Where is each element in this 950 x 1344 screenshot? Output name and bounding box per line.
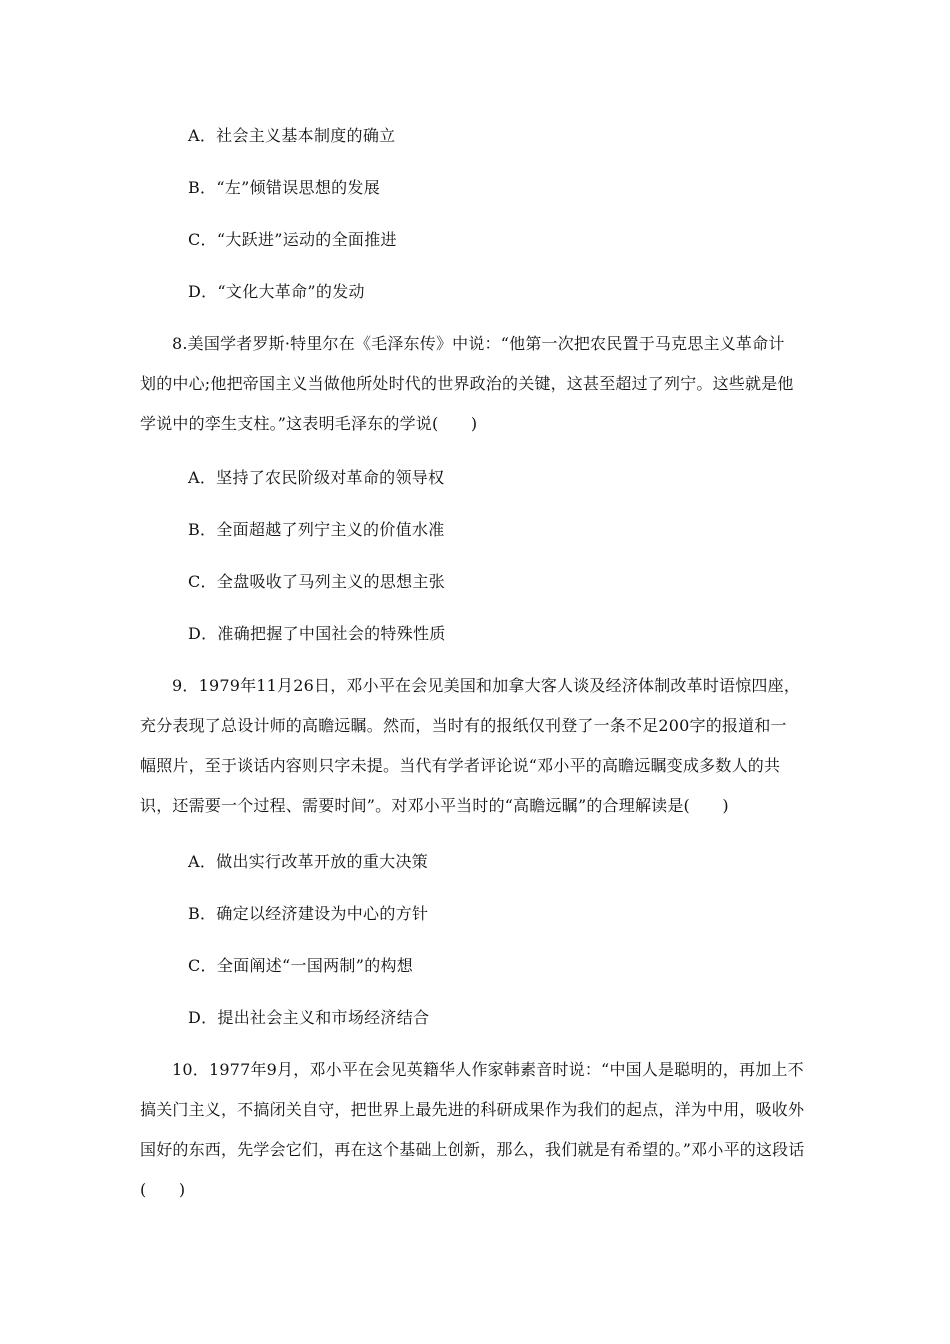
q10-line-1: 10．1977年9月，邓小平在会见英籍华人作家韩素音时说：“中国人是聪明的，再加上不 bbox=[172, 1060, 804, 1079]
q10-line-3: 国好的东西，先学会它们，再在这个基础上创新，那么，我们就是有希望的。”邓小平的这段话 bbox=[140, 1140, 805, 1159]
q8-option-c: C．全盘吸收了马列主义的思想主张 bbox=[188, 572, 446, 591]
q7-option-c: C．“大跃进”运动的全面推进 bbox=[188, 230, 397, 249]
q8-option-b: B．全面超越了列宁主义的价值水准 bbox=[188, 520, 445, 539]
q8-line-2: 划的中心;他把帝国主义当做他所处时代的世界政治的关键，这甚至超过了列宁。这些就是他 bbox=[140, 374, 794, 393]
q9-option-b: B．确定以经济建设为中心的方针 bbox=[188, 904, 429, 923]
q9-line-2: 充分表现了总设计师的高瞻远瞩。然而，当时有的报纸仅刊登了一条不足200字的报道和一 bbox=[140, 716, 787, 735]
q10-line-2: 搞关门主义，不搞闭关自守，把世界上最先进的科研成果作为我们的起点，洋为中用，吸收外 bbox=[140, 1100, 805, 1119]
q9-option-d: D．提出社会主义和市场经济结合 bbox=[188, 1008, 430, 1027]
q7-option-b: B．“左”倾错误思想的发展 bbox=[188, 178, 381, 197]
q7-option-d: D．“文化大革命”的发动 bbox=[188, 282, 365, 301]
q8-stem bbox=[140, 324, 812, 444]
q9-option-c: C．全面阐述“一国两制”的构想 bbox=[188, 956, 414, 975]
q9-line-3: 幅照片，至于谈话内容则只字未提。当代有学者评论说“邓小平的高瞻远瞩变成多数人的共 bbox=[140, 756, 781, 775]
q8-line-3: 学说中的孪生支柱。”这表明毛泽东的学说( ) bbox=[140, 414, 478, 433]
q9-line-4: 识，还需要一个过程、需要时间”。对邓小平当时的“高瞻远瞩”的合理解读是( ) bbox=[140, 796, 729, 815]
q8-line-1: 8.美国学者罗斯·特里尔在《毛泽东传》中说：“他第一次把农民置于马克思主义革命计 bbox=[172, 334, 785, 353]
q8-option-d: D．准确把握了中国社会的特殊性质 bbox=[188, 624, 446, 643]
q10-line-4: ( ) bbox=[140, 1180, 186, 1199]
q8-option-a: A．坚持了农民阶级对革命的领导权 bbox=[188, 468, 445, 487]
q10-stem bbox=[140, 1050, 812, 1210]
q7-option-a: A．社会主义基本制度的确立 bbox=[188, 126, 396, 145]
q9-option-a: A．做出实行改革开放的重大决策 bbox=[188, 852, 429, 871]
q9-line-1: 9．1979年11月26日，邓小平在会见美国和加拿大客人谈及经济体制改革时语惊四座， bbox=[172, 676, 801, 695]
q9-stem bbox=[140, 666, 812, 826]
